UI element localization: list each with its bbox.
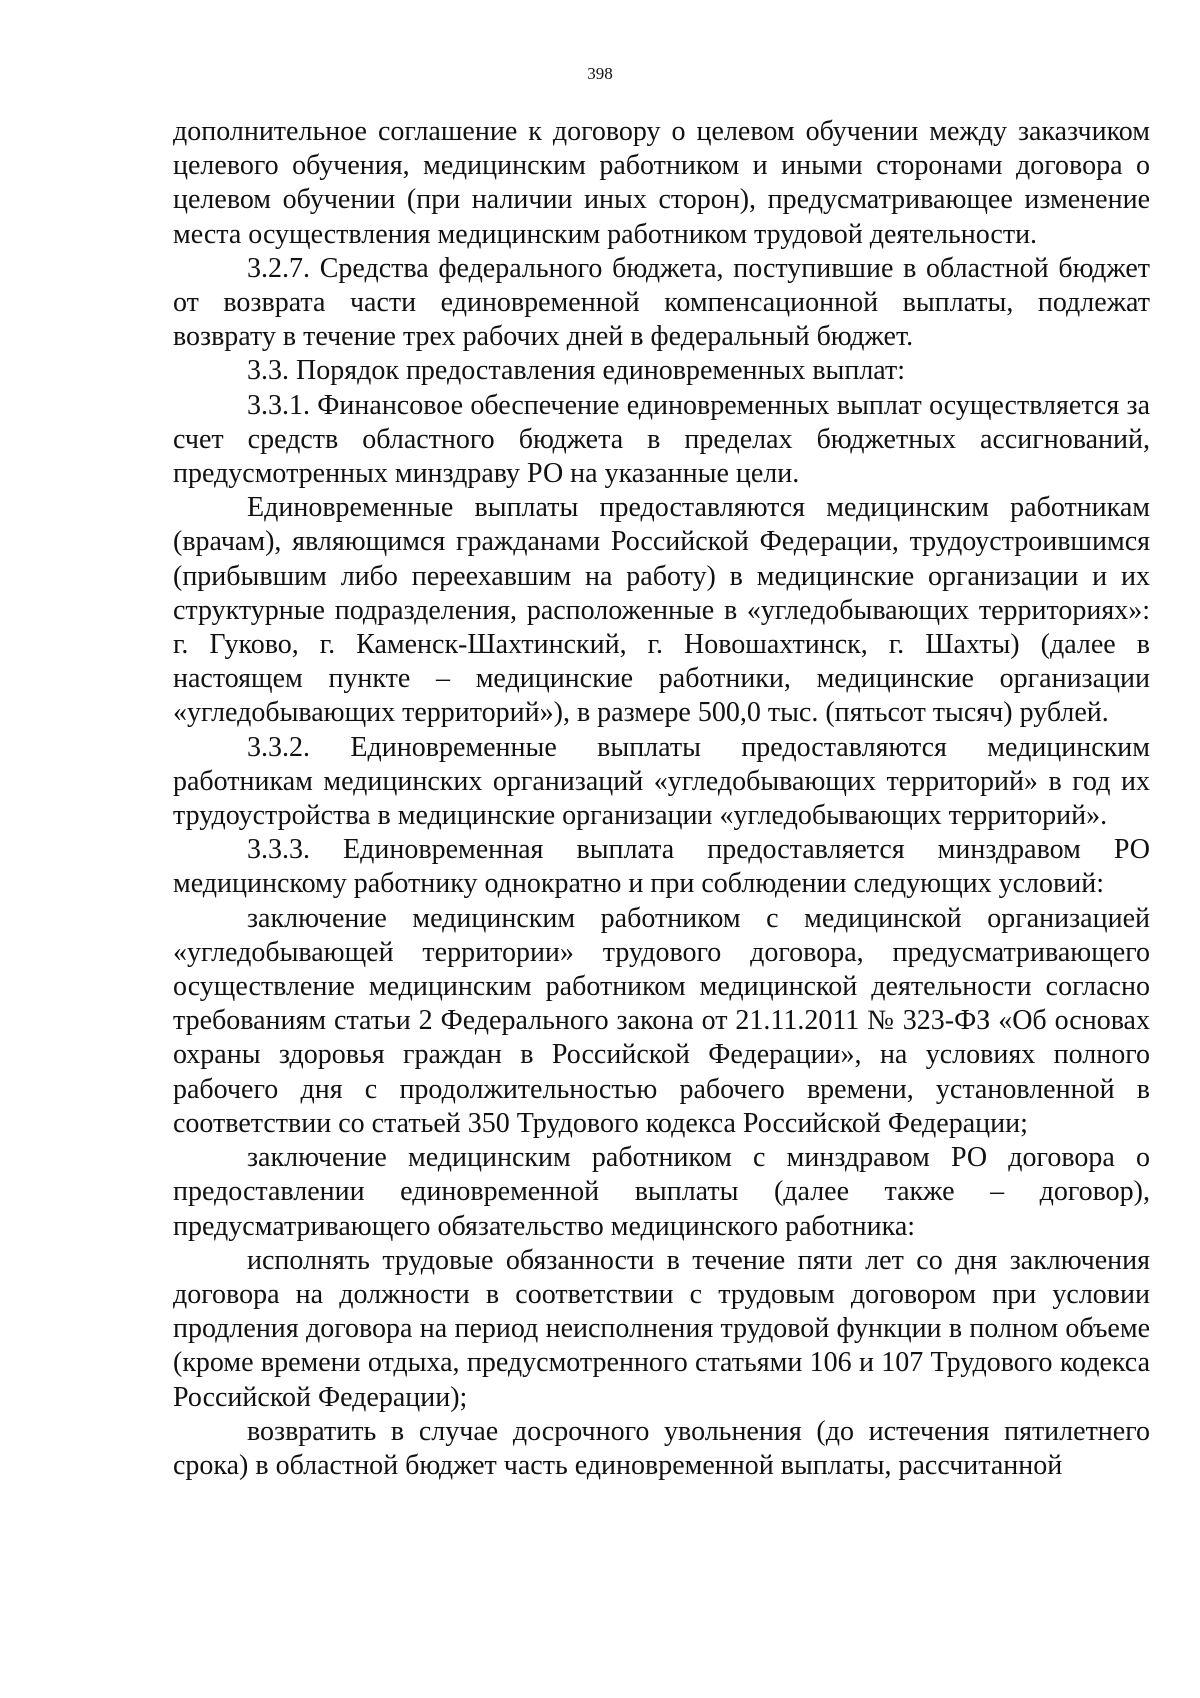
- paragraph-payments-recipients: Единовременные выплаты предоставляются медицинским работникам (врачам), являющимся гражданами Российской Федерации, трудоустроившимся (прибывшим либо переехавшим на работу) в медицинские организации и их структурные подразделения, расположенные в «угледобывающих территориях»: г. Гуково, г. Каменск-Шахтинский, г. Новошахтинск, г. Шахты) (далее в настоящем пункте – медицинские работники, медицинские организации «угледобывающих территорий»), в размере 500,0 тыс. (пятьсот тысяч) рублей.: [173, 492, 1150, 729]
- paragraph-3-3-heading: 3.3. Порядок предоставления единовременных выплат:: [247, 355, 906, 387]
- obligation-return-payment: возвратить в случае досрочного увольнения (до истечения пятилетнего срока) в областной бюджет часть единовременной выплаты, рассчитанной: [173, 1415, 1150, 1481]
- obligation-work-five-years: исполнять трудовые обязанности в течение пяти лет со дня заключения договора на должности в соответствии с трудовым договором при условии продления договора на период неисполнения трудовой функции в полном объеме (кроме времени отдыха, предусмотренного статьями 106 и 107 Трудового кодекса Российской Федерации);: [173, 1244, 1150, 1413]
- paragraph-3-3-3: 3.3.3. Единовременная выплата предоставляется минздравом РО медицинскому работнику однократно и при соблюдении следующих условий:: [173, 834, 1150, 900]
- condition-payment-agreement: заключение медицинским работником с минздравом РО договора о предоставлении единовременной выплаты (далее также – договор), предусматривающего обязательство медицинского работника:: [173, 1142, 1150, 1242]
- paragraph-continuation: дополнительное соглашение к договору о целевом обучении между заказчиком целевого обучения, медицинским работником и иными сторонами договора о целевом обучении (при наличии иных сторон), предусматривающее изменение места осуществления медицинским работником трудовой деятельности.: [173, 116, 1150, 250]
- paragraph-3-3-2: 3.3.2. Единовременные выплаты предоставляются медицинским работникам медицинских организаций «угледобывающих территорий» в год их трудоустройства в медицинские организации «угледобывающих территорий».: [173, 731, 1150, 832]
- paragraph-3-2-7: 3.2.7. Средства федерального бюджета, поступившие в областной бюджет от возврата части единовременной компенсационной выплаты, подлежат возврату в течение трех рабочих дней в федеральный бюджет.: [173, 252, 1150, 353]
- paragraph-3-3-1: 3.3.1. Финансовое обеспечение единовременных выплат осуществляется за счет средств областного бюджета в пределах бюджетных ассигнований, предусмотренных минздраву РО на указанные цели.: [173, 389, 1150, 490]
- page-number: 398: [587, 64, 613, 83]
- document-body: [173, 115, 1150, 1483]
- condition-employment-contract: заключение медицинским работником с медицинской организацией «угледобывающей территории» трудового договора, предусматривающего осуществление медицинским работником медицинской деятельности согласно требованиям статьи 2 Федерального закона от 21.11.2011 № 323-ФЗ «Об основах охраны здоровья граждан в Российской Федерации», на условиях полного рабочего дня с продолжительностью рабочего времени, установленной в соответствии со статьей 350 Трудового кодекса Российской Федерации;: [173, 902, 1150, 1139]
